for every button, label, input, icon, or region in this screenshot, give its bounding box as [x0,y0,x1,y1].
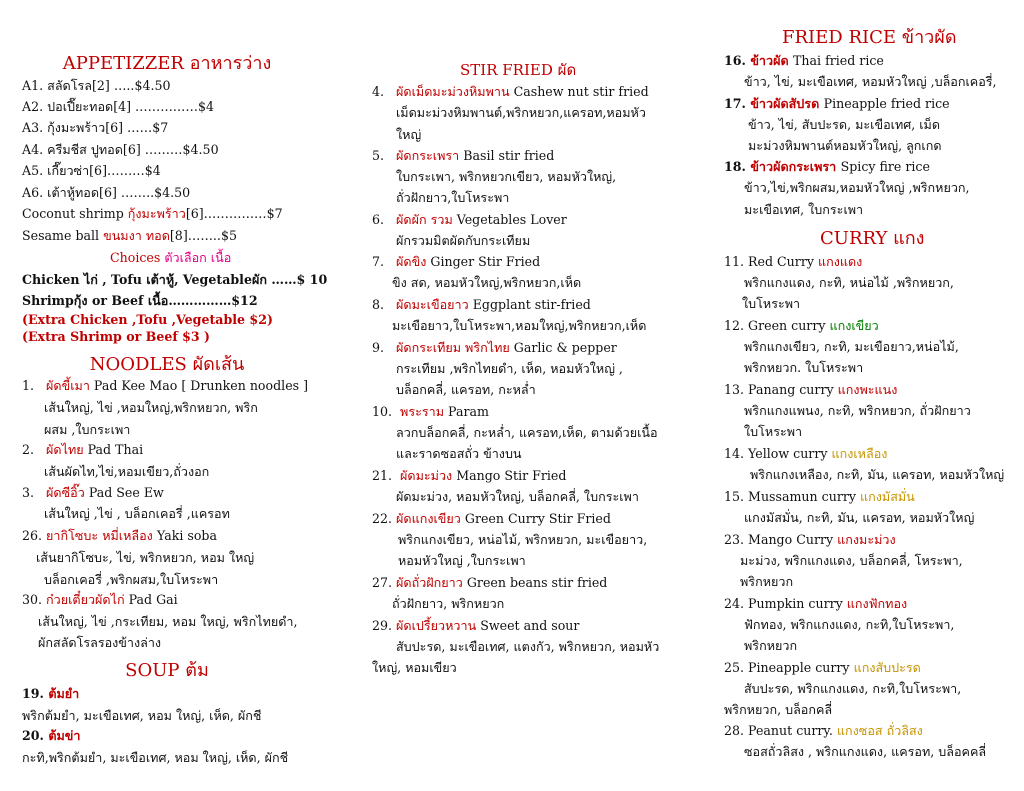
noodle-item: 1. ผัดขี้เมา Pad Kee Mao [ Drunken noodles ] [22,378,309,393]
curry-item: 24. Pumpkin curry แกงฟักทอง [724,596,908,611]
appetizer-title-en: APPETIZZER [62,53,184,74]
curry-desc: มะม่วง, พริกแกงแดง, บล็อกคลี่, โหระพา, [740,553,963,568]
stirfried-desc: บล็อกคลี่, แครอท, กะหล่ำ [396,382,536,397]
stirfried-desc: ขิง สด, หอมหัวใหญ่,พริกหยวก,เห็ด [392,275,582,290]
noodle-item: 26. ยากิโซบะ หมี่เหลือง Yaki soba [22,528,217,543]
curry-item: 14. Yellow curry แกงเหลือง [724,446,888,461]
appetizer-item: A2. ปอเปี๊ยะทอด[4] ……………$4 [22,99,215,114]
soup-desc: พริกต้มยำ, มะเขือเทศ, หอม ใหญ่, เห็ด, ผักชี [22,708,262,723]
curry-desc: พริกหยวก [744,638,798,653]
curry-desc: ฟักทอง, พริกแกงแดง, กะทิ,ใบโหระพา, [744,617,955,632]
stirfried-desc: เม็ดมะม่วงหิมพานต์,พริกหยวก,แครอท,หอมหัว [396,105,646,120]
stirfried-heading: STIR FRIED ผัด [460,61,577,79]
noodle-desc: บล็อกเคอรี่ ,พริกผสม,ใบโหระพา [44,572,219,587]
stirfried-desc: ลวกบล็อกคลี่, กะหล่ำ, แครอท,เห็ด, ตามด้วยเนื้อ [396,425,658,440]
choices-extra: (Extra Chicken ,Tofu ,Vegetable $2) [22,312,273,327]
stirfried-item: 8. ผัดมะเขือยาว Eggplant stir-fried [372,297,591,312]
appetizer-heading [22,48,312,77]
stirfried-item: 27. ผัดถั่วฝักยาว Green beans stir fried [372,575,608,590]
curry-heading: CURRY แกง [820,228,925,249]
stirfried-item: 6. ผัดผัก รวม Vegetables Lover [372,212,567,227]
curry-desc: พริกหยวก, บล็อกคลี่ [724,702,833,717]
curry-item: 13. Panang curry แกงพะแนง [724,382,898,397]
appetizer-item: A3. กุ้งมะพร้าว[6] ……$7 [22,120,169,135]
soup-desc: กะทิ,พริกต้มยำ, มะเขือเทศ, หอม ใหญ่, เห็ด, ผักชี [22,750,289,765]
stirfried-item: 10. พระราม Param [372,404,489,419]
curry-desc: พริกแกงแพนง, กะทิ, พริกหยวก, ถั่วฝักยาว [744,403,971,418]
curry-desc: ใบโหระพา [742,296,801,311]
curry-desc: สับปะรด, พริกแกงแดง, กะทิ,ใบโหระพา, [744,681,962,696]
noodle-desc: เส้นใหญ่, ไข่ ,กระเทียม, หอม ใหญ่, พริกไทยดำ, [38,614,298,629]
curry-desc: พริกแกงเหลือง, กะทิ, มัน, แครอท, หอมหัวใหญ่ [750,467,1005,482]
noodle-desc: ผสม ,ใบกระเพา [44,422,131,437]
choices-line: Chicken ไก่ , Tofu เต้าหู้, Vegetableผัก ……$ 10 [22,272,328,287]
stirfried-desc: หอมหัวใหญ่ ,ใบกระเพา [398,553,526,568]
curry-desc: แกงมัสมั่น, กะทิ, มัน, แครอท, หอมหัวใหญ่ [744,510,975,525]
stirfried-item: 21. ผัดมะม่วง Mango Stir Fried [372,468,567,483]
curry-desc: พริกหยวก [740,574,794,589]
friedrice-desc: มะม่วงหิมพานต์หอมหัวใหญ่, ลูกเกด [748,138,942,153]
curry-item: 23. Mango Curry แกงมะม่วง [724,532,896,547]
soup-heading: SOUP ต้ม [125,660,209,681]
choices-line: Shrimpกุ้ง or Beef เนื้อ……………$12 [22,293,258,308]
stirfried-desc: และราดซอสถั่ว ข้างบน [396,446,522,461]
noodle-item: 3. ผัดซีอิ๊ว Pad See Ew [22,485,164,500]
friedrice-desc: มะเขือเทศ, ใบกระเพา [744,202,864,217]
stirfried-item: 29. ผัดเปรี้ยวหวาน Sweet and sour [372,618,580,633]
stirfried-desc: ใหญ่, หอมเขียว [372,660,457,675]
curry-desc: พริกแกงเขียว, กะทิ, มะเขือยาว,หน่อไม้, [744,339,959,354]
soup-item: 19. ต้มยำ [22,686,80,701]
stirfried-item: 9. ผัดกระเทียม พริกไทย Garlic & pepper [372,340,617,355]
stirfried-desc: ถั่วฝักยาว,ใบโหระพา [396,190,510,205]
choices-extra: (Extra Shrimp or Beef $3 ) [22,329,211,344]
appetizer-item: A5. เกี๊ยวซ่า[6]………$4 [22,163,161,178]
noodle-desc: เส้นใหญ่, ไข่ ,หอมใหญ่,พริกหยวก, พริก [44,400,258,415]
appetizer-item: A4. ครีมชีส ปูทอด[6] ………$4.50 [22,142,219,157]
curry-desc: ใบโหระพา [744,424,803,439]
friedrice-desc: ข้าว, ไข่, สับปะรด, มะเขือเทศ, เม็ด [748,117,941,132]
stirfried-desc: ถั่วฝักยาว, พริกหยวก [392,596,505,611]
noodles-heading: NOODLES ผัดเส้น [89,354,245,375]
stirfried-desc: สับปะรด, มะเขือเทศ, แตงกัว, พริกหยวก, หอมหัว [396,639,660,654]
friedrice-item: 18. ข้าวผัดกระเพรา Spicy fire rice [724,159,930,174]
appetizer-item: A1. สลัดโรล[2] …..$4.50 [22,78,171,93]
curry-desc: ซอสถั่วลิสง , พริกแกงแดง, แครอท, บล็อคคลี่ [744,744,987,759]
noodle-desc: เส้นใหญ่ ,ไข่ , บล็อกเคอรี่ ,แครอท [44,506,230,521]
curry-desc: พริกหยวก. ใบโหระพา [744,360,864,375]
friedrice-item: 16. ข้าวผัด Thai fried rice [724,53,884,68]
curry-item: 28. Peanut curry. แกงซอส ถั่วลิสง [724,723,923,738]
stirfried-desc: ใบกระเพา, พริกหยวกเขียว, หอมหัวใหญ่, [396,169,617,184]
curry-item: 25. Pineapple curry แกงสับปะรด [724,660,921,675]
friedrice-desc: ข้าว, ไข่, มะเขือเทศ, หอมหัวใหญ่ ,บล็อกเคอรี่, [744,74,997,89]
stirfried-desc: ผักรวมมิตผัดกับกระเทียม [396,233,531,248]
stirfried-desc: มะเขือยาว,ใบโหระพา,หอมใหญ่,พริกหยวก,เห็ด [392,318,647,333]
appetizer-item-coconut: Coconut shrimp กุ้งมะพร้าว[6]……………$7 [22,206,283,221]
friedrice-heading: FRIED RICE ข้าวผัด [782,27,957,48]
appetizer-item-sesame: Sesame ball ขนมงา ทอด[8]……..$5 [22,228,237,243]
curry-item: 15. Mussamun curry แกงมัสมั่น [724,489,915,504]
noodle-item: 30. ก๋วยเตี๋ยวผัดไก่ Pad Gai [22,592,178,607]
stirfried-item: 22. ผัดแกงเขียว Green Curry Stir Fried [372,511,611,526]
stirfried-item: 7. ผัดขิง Ginger Stir Fried [372,254,541,269]
appetizer-item: A6. เต้าหู้ทอด[6] ……..$4.50 [22,185,191,200]
friedrice-item: 17. ข้าวผัดสัปรด Pineapple fried rice [724,96,950,111]
noodle-desc: เส้นยากิโซบะ, ไข่, พริกหยวก, หอม ใหญ่ [36,550,255,565]
stirfried-desc: กระเทียม ,พริกไทยดำ, เห็ด, หอมหัวใหญ่ , [396,361,623,376]
noodle-desc: เส้นผัดไท,ไข่,หอมเขียว,ถั่วงอก [44,464,210,479]
curry-item: 11. Red Curry แกงแดง [724,254,863,269]
soup-item: 20. ต้มข่า [22,728,81,743]
curry-desc: พริกแกงแดง, กะทิ, หน่อไม้ ,พริกหยวก, [744,275,954,290]
stirfried-item: 4. ผัดเม็ดมะม่วงหิมพาน Cashew nut stir fried [372,84,649,99]
appetizer-title-th: อาหารว่าง [189,53,272,74]
stirfried-desc: พริกแกงเขียว, หน่อไม้, พริกหยวก, มะเขือยาว, [398,532,648,547]
stirfried-item: 5. ผัดกระเพรา Basil stir fried [372,148,555,163]
noodle-desc: ผักสลัดโรลรองข้างล่าง [38,635,162,650]
stirfried-desc: ผัดมะม่วง, หอมหัวใหญ่, บล็อกคลี่, ใบกระเพา [396,489,639,504]
friedrice-desc: ข้าว,ไข่,พริกผสม,หอมหัวใหญ่ ,พริกหยวก, [744,180,970,195]
curry-item: 12. Green curry แกงเขียว [724,318,879,333]
noodle-item: 2. ผัดไทย Pad Thai [22,442,144,457]
stirfried-desc: ใหญ่ [396,127,422,142]
choices-heading: Choices ตัวเลือก เนื้อ [110,250,232,265]
